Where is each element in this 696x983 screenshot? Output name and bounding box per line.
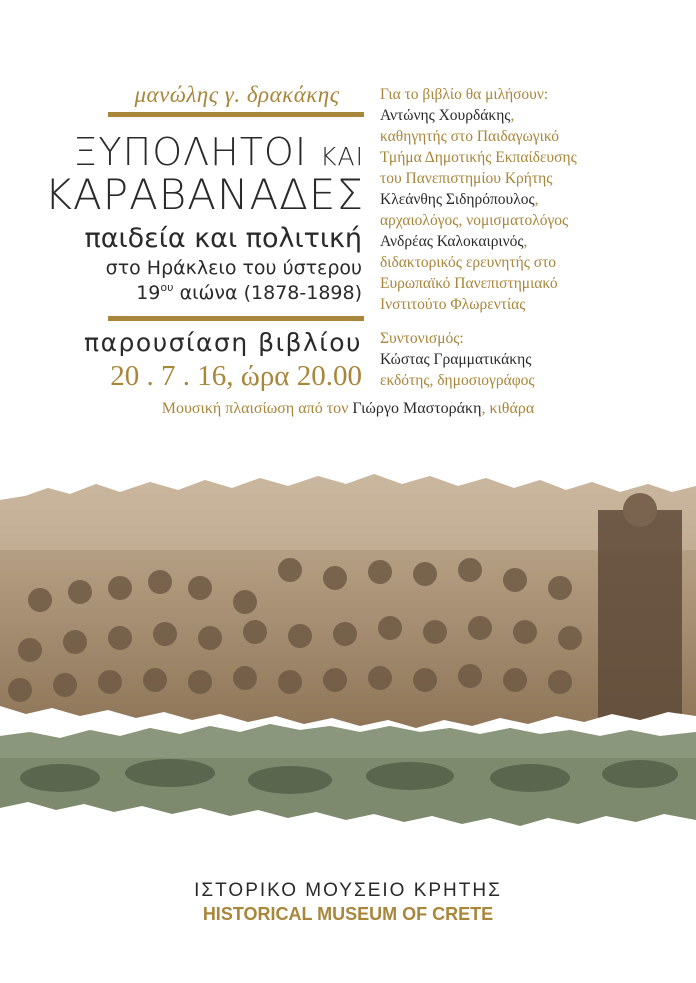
museum-name-greek: ΙΣΤΟΡΙΚΟ ΜΟΥΣΕΙΟ ΚΡΗΤΗΣ xyxy=(194,880,502,901)
speaker-1-role: του Πανεπιστημίου Κρήτης xyxy=(380,170,553,187)
subtitle-period: αιώνα (1878-1898) xyxy=(179,282,362,304)
speaker-1-role: Τμήμα Δημοτικής Εκπαίδευσης xyxy=(380,149,577,166)
music-prefix: Μουσική πλαισίωση από τον xyxy=(161,400,349,417)
author-name: μανώλης γ. δρακάκης xyxy=(134,82,340,107)
coordination-label: Συντονισμός: xyxy=(380,330,464,347)
subtitle-line2: στο Ηράκλειο του ύστερου xyxy=(105,257,362,279)
musician-name: Γιώργο Μαστοράκη xyxy=(352,400,482,417)
speaker-1-role: καθηγητής στο Παιδαγωγικό xyxy=(380,128,560,145)
speakers-block xyxy=(380,84,680,315)
divider-middle xyxy=(108,316,364,321)
speaker-3-role: διδακτορικός ερευνητής στο xyxy=(380,254,557,271)
speaker-2-role: αρχαιολόγος, νομισματολόγος xyxy=(380,212,569,229)
book-title-line2: ΚΑΡΑΒΑΝΑΔΕΣ xyxy=(44,170,364,219)
speaker-3-name: Ανδρέας Καλοκαιρινός xyxy=(380,233,524,250)
speaker-1: Αντώνης Χουρδάκης, xyxy=(380,107,515,124)
speaker-3-role: Ινστιτούτο Φλωρεντίας xyxy=(380,296,526,313)
class-photo-green xyxy=(0,718,696,833)
speakers-intro: Για το βιβλίο θα μιλήσουν: xyxy=(380,86,549,103)
class-photo-sepia xyxy=(0,470,696,730)
museum-name-english: HISTORICAL MUSEUM OF CRETE xyxy=(202,904,494,924)
subtitle-century-suffix: ου xyxy=(160,281,174,294)
speaker-2-name: Κλεάνθης Σιδηρόπουλος xyxy=(380,191,535,208)
speaker-3-role: Ευρωπαϊκό Πανεπιστημιακό xyxy=(380,275,558,292)
book-title-line1 xyxy=(73,130,364,174)
divider-top xyxy=(108,112,364,117)
speaker-1-name: Αντώνης Χουρδάκης xyxy=(380,107,511,124)
event-datetime: 20 . 7 . 16, ώρα 20.00 xyxy=(110,360,362,392)
subtitle-line1: παιδεία και πολιτική xyxy=(84,223,362,254)
speaker-2: Κλεάνθης Σιδηρόπουλος, xyxy=(380,191,539,208)
subtitle-line3 xyxy=(136,281,362,304)
coordinator-role: εκδότης, δημοσιογράφος xyxy=(380,372,535,389)
title-word-1: ΞΥΠΟΛΗΤΟΙ xyxy=(73,130,308,174)
title-word-kai: ΚΑΙ xyxy=(320,142,364,171)
music-credit xyxy=(0,400,696,418)
speaker-3: Ανδρέας Καλοκαιρινός, xyxy=(380,233,528,250)
coordination-block xyxy=(380,328,680,391)
music-suffix: , κιθάρα xyxy=(481,400,535,417)
subtitle-century: 19 xyxy=(136,282,161,304)
event-label: παρουσίαση βιβλίου xyxy=(84,328,362,357)
coordinator-name: Κώστας Γραμματικάκης xyxy=(380,351,532,368)
